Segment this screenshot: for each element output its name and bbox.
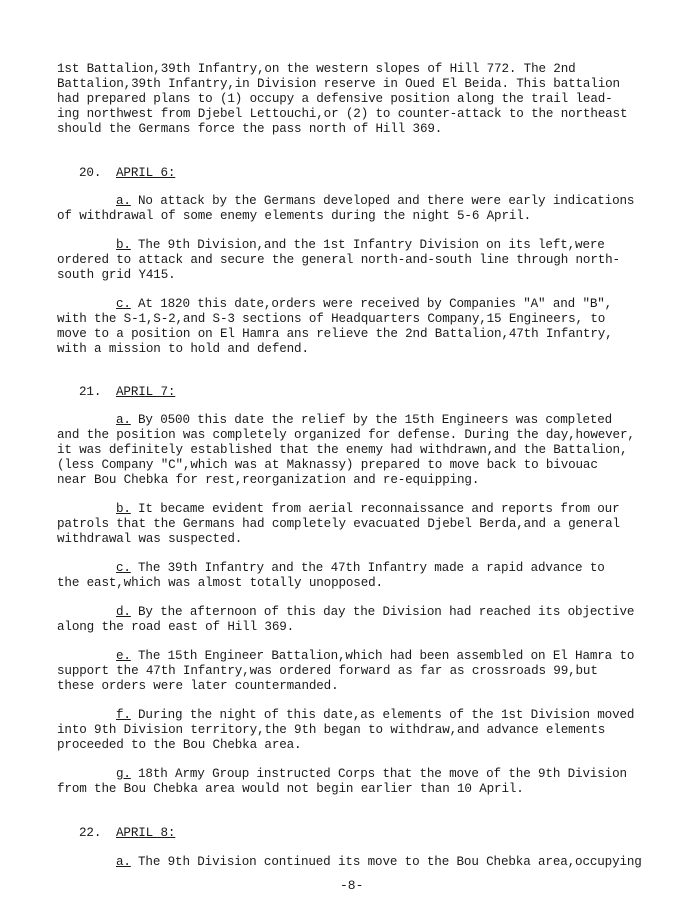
paragraph-line: The 15th Engineer Battalion,which had been assembled on El Hamra to xyxy=(138,649,635,663)
paragraph-line: it was definitely established that the enemy had withdrawn,and the Battalion, xyxy=(57,443,628,457)
paragraph-label: d. xyxy=(116,605,131,619)
paragraph-line: with a mission to hold and defend. xyxy=(57,342,309,356)
paragraph-line: into 9th Division territory,the 9th began to withdraw,and advance elements xyxy=(57,723,606,737)
paragraph-label: c. xyxy=(116,297,131,311)
section-number: 22. xyxy=(79,826,102,840)
intro-line: should the Germans force the pass north of Hill 369. xyxy=(57,122,443,136)
paragraph-line: withdrawal was suspected. xyxy=(57,532,243,546)
section-number: 21. xyxy=(79,385,102,399)
paragraph-label: b. xyxy=(116,238,131,252)
paragraph-line: near Bou Chebka for rest,reorganization and re-equipping. xyxy=(57,473,480,487)
paragraph-line: support the 47th Infantry,was ordered forward as far as crossroads 99,but xyxy=(57,664,598,678)
paragraph-line: The 9th Division continued its move to the Bou Chebka area,occupying xyxy=(138,855,642,869)
paragraph-line: No attack by the Germans developed and there were early indications xyxy=(138,194,635,208)
page-number: -8- xyxy=(340,878,364,893)
paragraph-label: a. xyxy=(116,855,131,869)
paragraph-line: The 9th Division,and the 1st Infantry Division on its left,were xyxy=(138,238,605,252)
paragraph-label: e. xyxy=(116,649,131,663)
section-number: 20. xyxy=(79,166,102,180)
paragraph-line: At 1820 this date,orders were received by Companies "A" and "B", xyxy=(138,297,613,311)
paragraph-line: 18th Army Group instructed Corps that the move of the 9th Division xyxy=(138,767,627,781)
section-date-heading: APRIL 8: xyxy=(116,826,176,840)
intro-line: Battalion,39th Infantry,in Division reserve in Oued El Beida. This battalion xyxy=(57,77,620,91)
paragraph-line: move to a position on El Hamra ans relieve the 2nd Battalion,47th Infantry, xyxy=(57,327,613,341)
paragraph-label: a. xyxy=(116,413,131,427)
paragraph-line: from the Bou Chebka area would not begin earlier than 10 April. xyxy=(57,782,524,796)
paragraph-line: patrols that the Germans had completely evacuated Djebel Berda,and a general xyxy=(57,517,620,531)
paragraph-line: of withdrawal of some enemy elements during the night 5-6 April. xyxy=(57,209,532,223)
paragraph-line: and the position was completely organized for defense. During the day,however, xyxy=(57,428,635,442)
section-date-heading: APRIL 7: xyxy=(116,385,176,399)
paragraph-line: the east,which was almost totally unopposed. xyxy=(57,576,383,590)
paragraph-label: b. xyxy=(116,502,131,516)
paragraph-label: c. xyxy=(116,561,131,575)
paragraph-line: During the night of this date,as elements of the 1st Division moved xyxy=(138,708,635,722)
paragraph-label: f. xyxy=(116,708,131,722)
paragraph-line: By the afternoon of this day the Division had reached its objective xyxy=(138,605,635,619)
paragraph-line: It became evident from aerial reconnaissance and reports from our xyxy=(138,502,620,516)
paragraph-line: with the S-1,S-2,and S-3 sections of Headquarters Company,15 Engineers, to xyxy=(57,312,606,326)
paragraph-line: ordered to attack and secure the general north-and-south line through north- xyxy=(57,253,620,267)
paragraph-line: proceeded to the Bou Chebka area. xyxy=(57,738,302,752)
paragraph-line: these orders were later countermanded. xyxy=(57,679,339,693)
paragraph-line: The 39th Infantry and the 47th Infantry made a rapid advance to xyxy=(138,561,605,575)
paragraph-line: (less Company "C",which was at Maknassy) prepared to move back to bivouac xyxy=(57,458,598,472)
intro-line: ing northwest from Djebel Lettouchi,or (2) to counter-attack to the northeast xyxy=(57,107,628,121)
paragraph-line: By 0500 this date the relief by the 15th Engineers was completed xyxy=(138,413,613,427)
paragraph-line: south grid Y415. xyxy=(57,268,176,282)
section-date-heading: APRIL 6: xyxy=(116,166,176,180)
intro-line: 1st Battalion,39th Infantry,on the western slopes of Hill 772. The 2nd xyxy=(57,62,576,76)
intro-line: had prepared plans to (1) occupy a defensive position along the trail lead- xyxy=(57,92,613,106)
paragraph-label: a. xyxy=(116,194,131,208)
paragraph-label: g. xyxy=(116,767,131,781)
paragraph-line: along the road east of Hill 369. xyxy=(57,620,295,634)
